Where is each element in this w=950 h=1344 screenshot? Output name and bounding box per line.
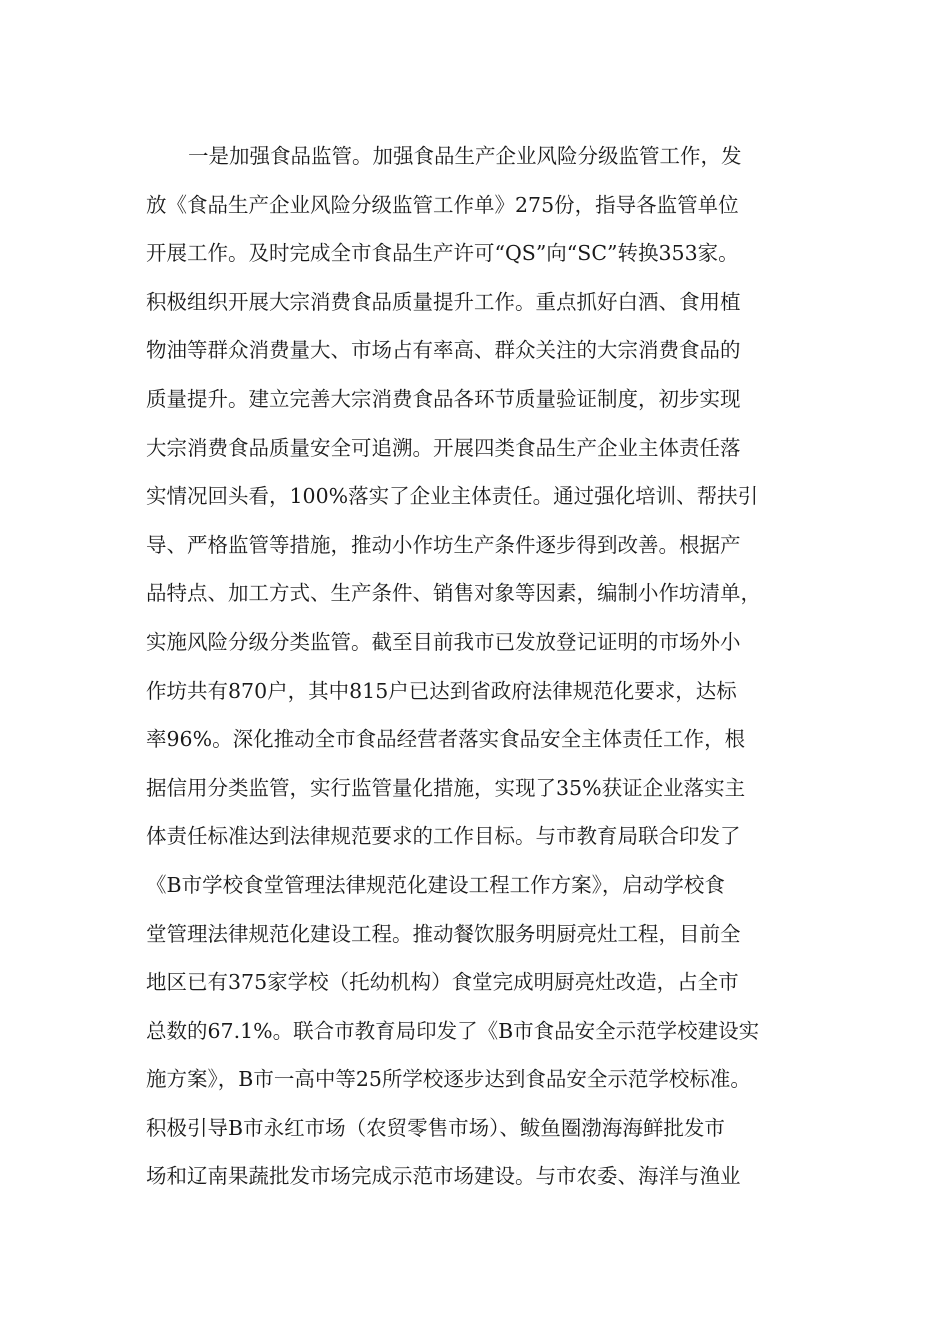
text-line: 作坊共有870户，其中815户已达到省政府法律规范化要求，达标 (146, 678, 737, 703)
text-line: 导、严格监管等措施，推动小作坊生产条件逐步得到改善。根据产 (146, 532, 741, 557)
text-line: 场和辽南果蔬批发市场完成示范市场建设。与市农委、海洋与渔业 (146, 1164, 741, 1189)
text-line: 《B市学校食堂管理法律规范化建设工程工作方案》，启动学校食 (146, 872, 725, 897)
text-line: 物油等群众消费量大、市场占有率高、群众关注的大宗消费食品的 (146, 338, 741, 363)
text-line: 积极引导B市永红市场（农贸零售市场）、鲅鱼圈渤海海鲜批发市 (146, 1115, 725, 1140)
text-line: 施方案》，B市一高中等25所学校逐步达到食品安全示范学校标准。 (146, 1067, 751, 1092)
text-line: 放《食品生产企业风险分级监管工作单》275份，指导各监管单位 (146, 192, 739, 217)
text-line: 体责任标准达到法律规范要求的工作目标。与市教育局联合印发了 (146, 824, 741, 849)
body-paragraph (146, 132, 846, 1201)
text-line: 实情况回头看，100%落实了企业主体责任。通过强化培训、帮扶引 (146, 484, 759, 509)
text-line: 积极组织开展大宗消费食品质量提升工作。重点抓好白酒、食用植 (146, 289, 741, 314)
text-line: 大宗消费食品质量安全可追溯。开展四类食品生产企业主体责任落 (146, 435, 741, 460)
text-line: 品特点、加工方式、生产条件、销售对象等因素，编制小作坊清单， (146, 581, 761, 606)
text-line: 地区已有375家学校（托幼机构）食堂完成明厨亮灶改造，占全市 (146, 970, 739, 995)
text-line: 总数的67.1%。联合市教育局印发了《B市食品安全示范学校建设实 (146, 1018, 760, 1043)
text-line: 率96%。深化推动全市食品经营者落实食品安全主体责任工作，根 (146, 727, 746, 752)
text-line: 一是加强食品监管。加强食品生产企业风险分级监管工作，发 (188, 144, 742, 168)
text-line: 堂管理法律规范化建设工程。推动餐饮服务明厨亮灶工程，目前全 (146, 921, 741, 946)
text-line: 实施风险分级分类监管。截至目前我市已发放登记证明的市场外小 (146, 629, 741, 654)
text-line: 质量提升。建立完善大宗消费食品各环节质量验证制度，初步实现 (146, 386, 741, 411)
text-line: 开展工作。及时完成全市食品生产许可“QS”向“SC”转换353家。 (146, 241, 739, 266)
text-line: 据信用分类监管，实行监管量化措施，实现了35%获证企业落实主 (146, 775, 746, 800)
